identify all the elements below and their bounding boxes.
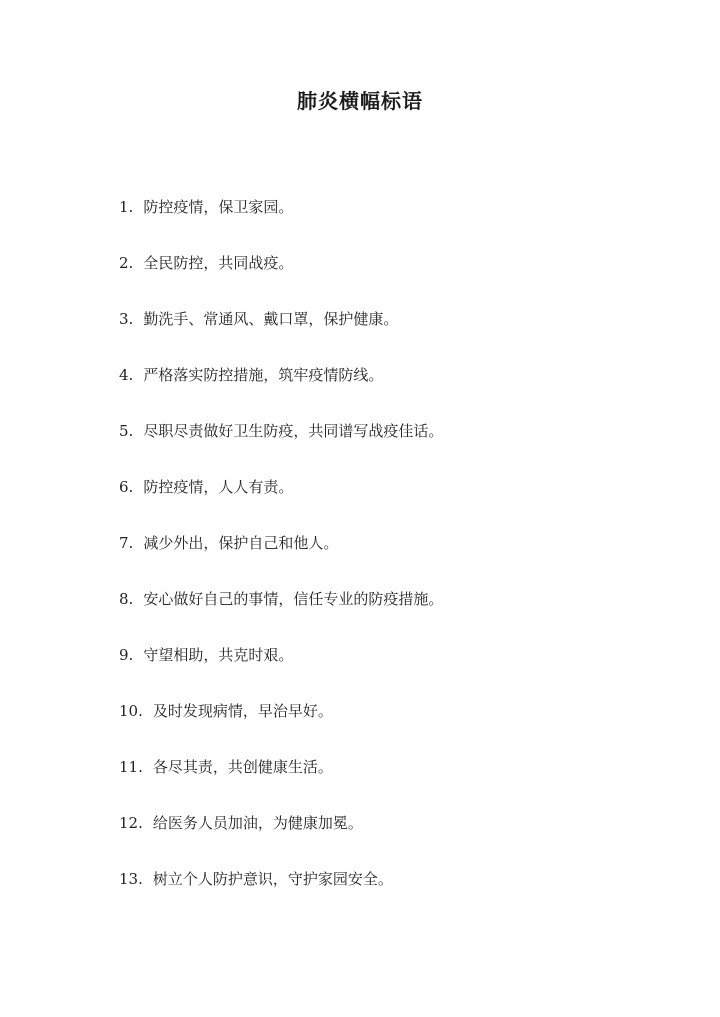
slogan-list [119,193,679,921]
slogan-text: 防控疫情，人人有责。 [143,478,294,496]
slogan-text: 严格落实防控措施，筑牢疫情防线。 [143,366,384,384]
slogan-number: 7. [119,534,134,552]
slogan-item-2 [119,249,679,305]
slogan-text: 及时发现病情，早治早好。 [152,702,333,720]
slogan-number: 4. [119,366,134,384]
slogan-number: 10. [119,702,143,720]
slogan-text: 树立个人防护意识，守护家园安全。 [152,870,393,888]
slogan-text: 安心做好自己的事情，信任专业的防疫措施。 [143,590,444,608]
slogan-number: 5. [119,422,134,440]
slogan-text: 守望相助，共克时艰。 [143,646,294,664]
slogan-item-9 [119,641,679,697]
slogan-number: 11. [119,758,143,776]
slogan-number: 3. [119,310,134,328]
slogan-number: 12. [119,814,143,832]
slogan-number: 13. [119,870,143,888]
slogan-text: 勤洗手、常通风、戴口罩，保护健康。 [143,310,399,328]
slogan-item-1 [119,193,679,249]
slogan-item-13 [119,865,679,921]
slogan-number: 8. [119,590,134,608]
slogan-item-5 [119,417,679,473]
slogan-text: 各尽其责，共创健康生活。 [152,758,333,776]
slogan-text: 防控疫情，保卫家园。 [143,198,294,216]
slogan-number: 2. [119,254,134,272]
slogan-item-3 [119,305,679,361]
slogan-number: 1. [119,198,134,216]
slogan-item-12 [119,809,679,865]
slogan-item-11 [119,753,679,809]
slogan-text: 尽职尽责做好卫生防疫，共同谱写战疫佳话。 [143,422,444,440]
slogan-item-6 [119,473,679,529]
slogan-text: 减少外出，保护自己和他人。 [143,534,339,552]
slogan-number: 6. [119,478,134,496]
document-title: 肺炎横幅标语 [297,89,423,113]
slogan-item-4 [119,361,679,417]
slogan-item-7 [119,529,679,585]
slogan-text: 给医务人员加油，为健康加冕。 [152,814,363,832]
slogan-number: 9. [119,646,134,664]
slogan-item-10 [119,697,679,753]
slogan-item-8 [119,585,679,641]
slogan-text: 全民防控，共同战疫。 [143,254,294,272]
